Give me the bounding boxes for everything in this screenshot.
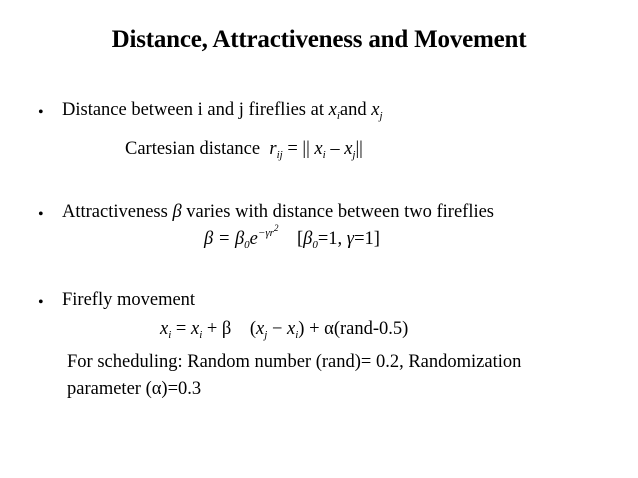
- bullet-marker-movement: •: [38, 294, 44, 311]
- bullet-marker-attractiveness: •: [38, 206, 44, 223]
- attractiveness-text-after: varies with distance between two fireflies: [186, 202, 495, 222]
- cartesian-distance-line: [125, 139, 363, 160]
- cart-x-j: $x_j$: [344, 139, 356, 161]
- mv-x-i: $x_i$: [190, 319, 203, 341]
- mv-x-j: $x_j$: [256, 319, 268, 341]
- bullet-marker-distance: •: [38, 104, 44, 121]
- var-x-j: $x_j$: [371, 100, 383, 122]
- eq-close: ||: [355, 139, 363, 159]
- mv-close-rest: ) + α(rand-0.5): [298, 319, 409, 339]
- attractiveness-text-before: Attractiveness: [62, 202, 168, 222]
- cartesian-label: Cartesian distance: [125, 139, 261, 159]
- eq-open: = ||: [287, 139, 310, 159]
- cart-minus: –: [330, 139, 340, 159]
- mv-open-paren: (: [249, 319, 257, 339]
- beta-symbol: β: [172, 202, 182, 222]
- exp-term: $e^{-\gamma r^2}$: [249, 223, 279, 249]
- attractiveness-formula-line: [204, 223, 380, 251]
- movement-bullet-text: Firefly movement: [62, 290, 196, 310]
- distance-bullet-text: Distance between i and j fireflies at: [62, 100, 324, 120]
- r-ij: $r_{ij}$: [269, 139, 283, 161]
- scheduling-paragraph: [67, 349, 597, 403]
- mv-x-i-2: $x_i$: [287, 319, 299, 341]
- mv-plus-beta: + β: [206, 319, 232, 339]
- slide-title: Distance, Attractiveness and Movement: [111, 26, 527, 53]
- scheduling-line-2: parameter (α)=0.3: [67, 379, 202, 399]
- distance-bullet-line: [62, 100, 383, 121]
- scheduling-line-1: For scheduling: Random number (rand)= 0.2, Randomization: [67, 352, 522, 372]
- cart-x-i: $x_i$: [314, 139, 326, 161]
- mv-eq: =: [175, 319, 187, 339]
- param-block: [$\beta_0=1$, γ=1]: [296, 229, 380, 251]
- mv-x-i-lhs: $x_i$: [160, 319, 172, 341]
- and-text: and: [339, 100, 367, 120]
- movement-formula-line: [160, 319, 408, 340]
- beta0-term: $\beta_0$: [234, 229, 250, 251]
- movement-bullet-line: [62, 290, 195, 311]
- mv-minus: −: [271, 319, 283, 339]
- var-x-i: $x_i$: [328, 100, 340, 122]
- formula-lhs: β =: [204, 229, 231, 249]
- attractiveness-bullet-line: [62, 202, 494, 223]
